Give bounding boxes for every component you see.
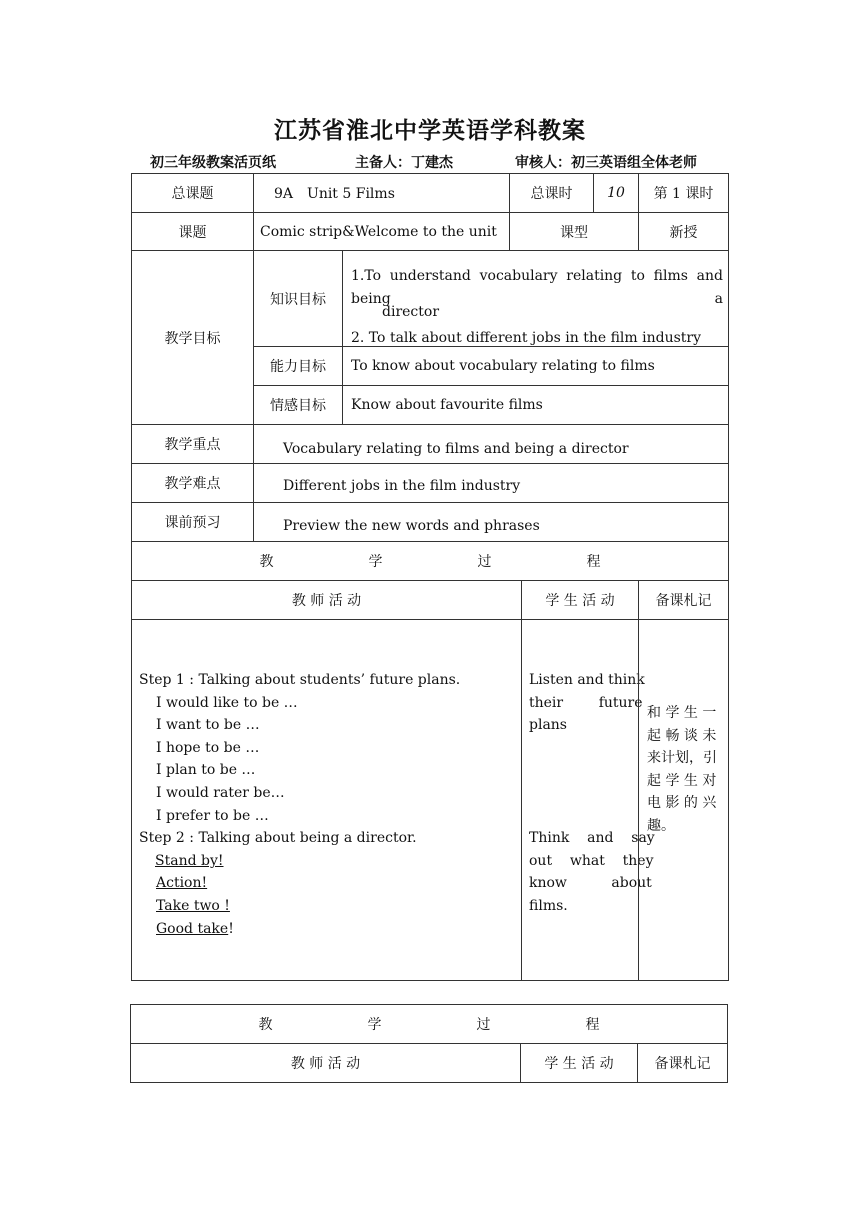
student-line: know about <box>529 875 652 892</box>
key-point-label: 教学重点 <box>131 424 254 464</box>
knowledge-label: 知识目标 <box>253 250 343 347</box>
teacher-activity-cell <box>131 619 522 981</box>
page-title: 江苏省淮北中学英语学科教案 <box>274 117 586 144</box>
process-title <box>131 541 729 581</box>
notes-line: 电 影 的 兴 <box>647 795 717 812</box>
notes-line: 趣。 <box>647 818 675 834</box>
student-activity-cell <box>521 619 655 981</box>
knowledge-value <box>342 250 729 347</box>
topic-label: 总课题 <box>131 173 254 213</box>
knowledge-line-1: 1.To understand vocabulary relating to films and being a <box>351 268 723 307</box>
teacher-line-underlined: Action! <box>156 875 208 892</box>
notes-line: 起 畅 谈 未 <box>647 727 717 744</box>
teacher-line-underlined: Take two ! <box>156 898 230 914</box>
paper-label: 初三年级教案活页纸 <box>150 155 276 171</box>
teacher-line: I hope to be … <box>156 739 260 756</box>
notes-cell <box>638 619 729 981</box>
preview-label: 课前预习 <box>131 502 254 542</box>
process-char-4: 程 <box>585 1017 600 1033</box>
knowledge-line-2: 2. To talk about different jobs in the film industry <box>351 330 702 346</box>
notes-line: 来计划，引 <box>647 750 717 767</box>
teacher-line: I plan to be … <box>156 762 256 779</box>
teacher-line: Step 1 : Talking about students’ future plans. <box>139 672 461 688</box>
process-char-1: 教 <box>259 554 274 570</box>
teacher-line-underlined: Stand by! <box>155 852 224 869</box>
objectives-label: 教学目标 <box>131 250 254 425</box>
student-line: plans <box>529 717 567 734</box>
teacher-line: I prefer to be … <box>156 807 269 824</box>
student-line: Think and say <box>529 830 655 847</box>
hours-value: 10 <box>593 173 639 213</box>
teacher-line-punct: ! <box>228 920 234 937</box>
notes-line: 起 学 生 对 <box>647 772 717 789</box>
difficult-point-label: 教学难点 <box>131 463 254 503</box>
key-point-value: Vocabulary relating to films and being a director <box>253 424 729 464</box>
process-char-3: 过 <box>477 554 492 570</box>
subject-value: Comic strip&Welcome to the unit <box>253 212 510 251</box>
process-char-2: 学 <box>367 1017 382 1033</box>
type-label: 课型 <box>509 212 639 251</box>
student-activity-header: 学 生 活 动 <box>521 580 639 620</box>
reviewer-label: 审核人：初三英语组全体老师 <box>515 155 697 171</box>
notes-header-2: 备课札记 <box>637 1043 728 1083</box>
teacher-activity-header: 教 师 活 动 <box>131 580 522 620</box>
teacher-line: I would like to be … <box>156 694 298 711</box>
difficult-point-value: Different jobs in the film industry <box>253 463 729 503</box>
teacher-line: I would rater be… <box>156 785 285 801</box>
knowledge-line-1b: director <box>382 304 440 320</box>
subject-label: 课题 <box>131 212 254 251</box>
student-activity-header-2: 学 生 活 动 <box>520 1043 638 1083</box>
ability-label: 能力目标 <box>253 346 343 386</box>
process-title-2 <box>130 1004 728 1044</box>
student-line: out what they <box>529 852 654 869</box>
notes-line: 和 学 生 一 <box>647 705 717 721</box>
topic-value: 9A Unit 5 Films <box>253 173 510 213</box>
emotion-value: Know about favourite films <box>342 385 729 425</box>
preview-value: Preview the new words and phrases <box>253 502 729 542</box>
student-line: Listen and think <box>529 672 645 688</box>
teacher-line: I want to be … <box>156 717 260 734</box>
process-char-1: 教 <box>258 1017 273 1033</box>
ability-value: To know about vocabulary relating to films <box>342 346 729 386</box>
student-line: their future <box>529 694 643 711</box>
process-char-4: 程 <box>586 554 601 570</box>
author-label: 主备人：丁建杰 <box>355 155 453 171</box>
emotion-label: 情感目标 <box>253 385 343 425</box>
teacher-line-underlined: Good take <box>156 920 229 937</box>
hours-label: 总课时 <box>509 173 594 213</box>
process-char-2: 学 <box>368 554 383 570</box>
type-value: 新授 <box>638 212 729 251</box>
teacher-line: Step 2 : Talking about being a director. <box>139 830 417 847</box>
teacher-activity-header-2: 教 师 活 动 <box>130 1043 521 1083</box>
notes-header: 备课札记 <box>638 580 729 620</box>
lesson-label: 第 1 课时 <box>638 173 729 213</box>
process-char-3: 过 <box>476 1017 491 1033</box>
teacher-line-last <box>156 918 234 941</box>
student-line: films. <box>529 898 568 914</box>
